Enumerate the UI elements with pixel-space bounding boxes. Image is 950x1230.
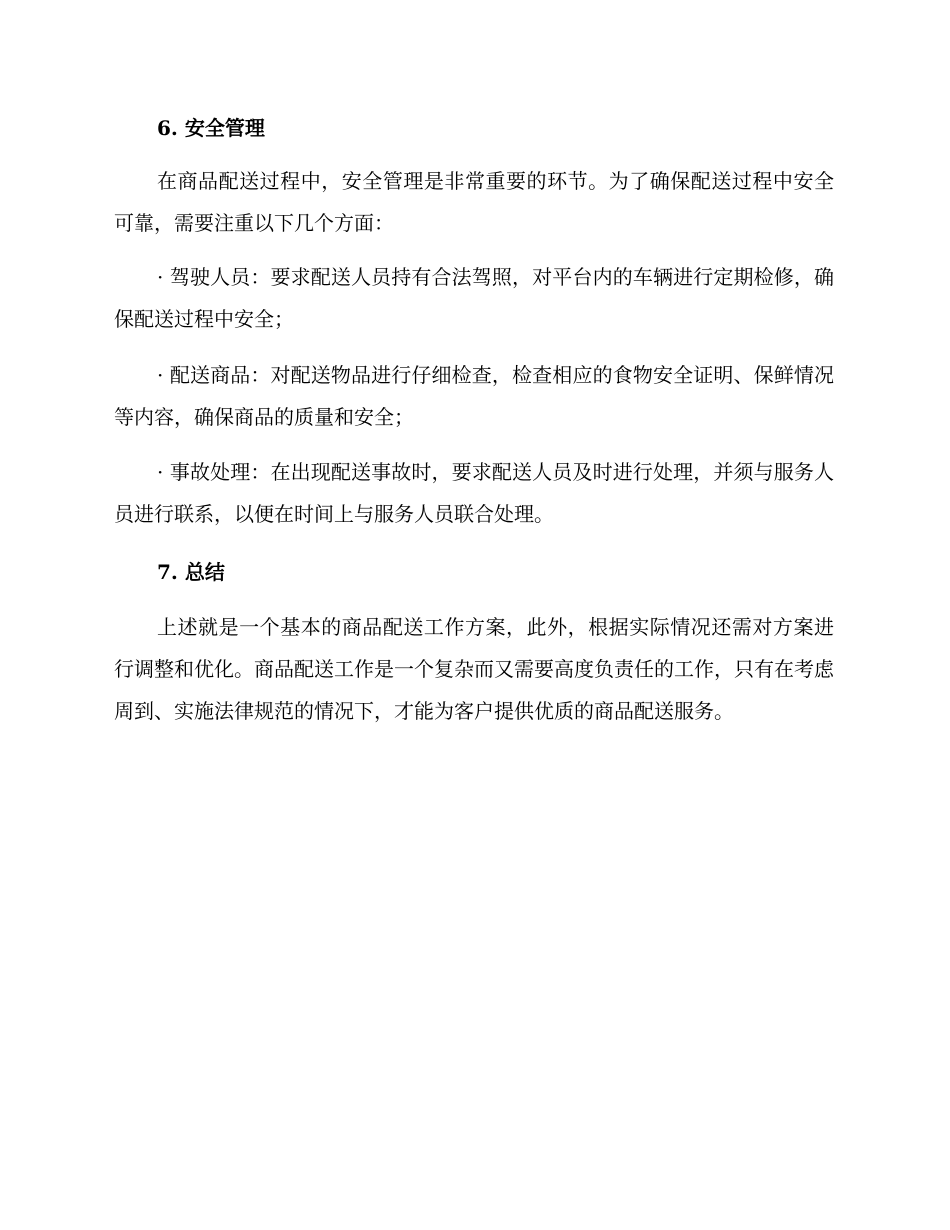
bullet-delivered-goods: · 配送商品：对配送物品进行仔细检查，检查相应的食物安全证明、保鲜情况等内容，确保商品的质量和安全； <box>114 363 834 429</box>
section-7-summary-paragraph: 上述就是一个基本的商品配送工作方案，此外，根据实际情况还需对方案进行调整和优化。商品配送工作是一个复杂而又需要高度负责任的工作，只有在考虑周到、实施法律规范的情况下，才能为客户提供优质的商品配送服务。 <box>114 615 834 723</box>
bullet-driver-personnel: · 驾驶人员：要求配送人员持有合法驾照，对平台内的车辆进行定期检修，确保配送过程中安全； <box>114 265 834 331</box>
section-6-intro-paragraph: 在商品配送过程中，安全管理是非常重要的环节。为了确保配送过程中安全可靠，需要注重以下几个方面： <box>114 169 834 235</box>
section-7-heading: 7. 总结 <box>157 560 225 584</box>
bullet-accident-handling: · 事故处理：在出现配送事故时，要求配送人员及时进行处理，并须与服务人员进行联系，以便在时间上与服务人员联合处理。 <box>114 460 834 526</box>
section-6-heading: 6. 安全管理 <box>157 116 265 140</box>
